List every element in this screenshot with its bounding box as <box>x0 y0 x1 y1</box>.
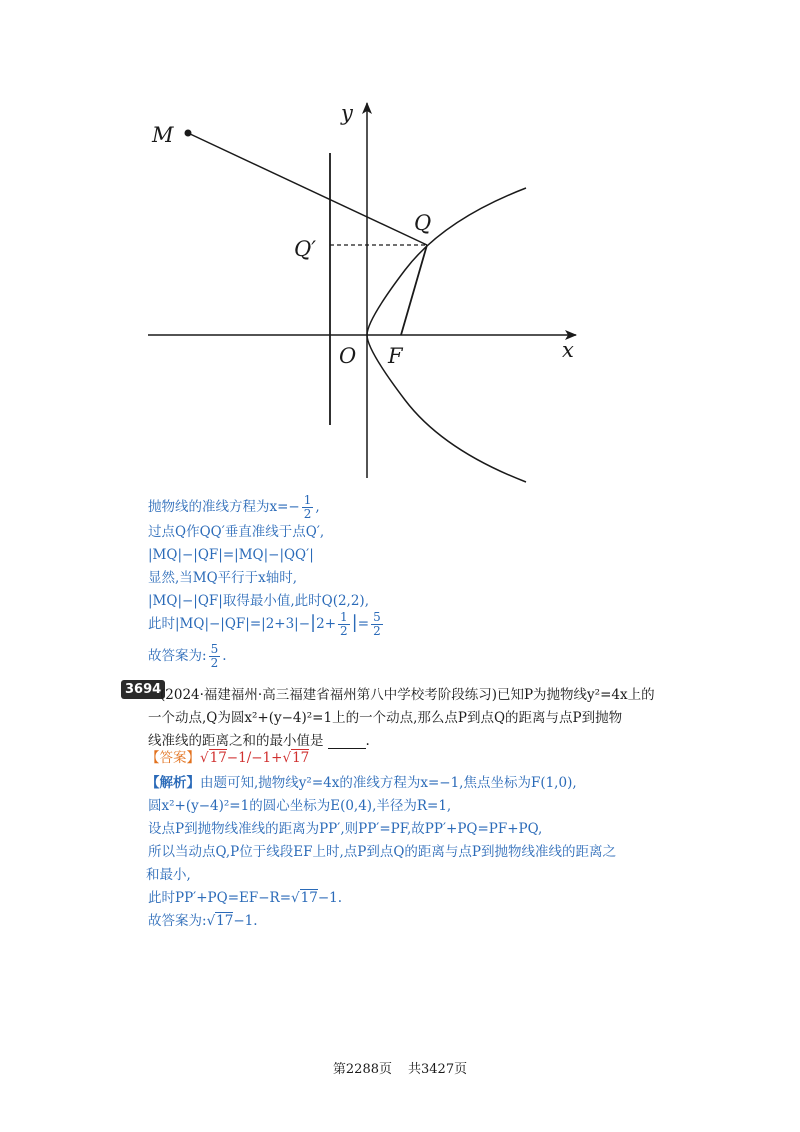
problem-number-badge: 3694 <box>121 680 165 699</box>
total-pages: 共3427页 <box>408 1062 468 1077</box>
solution-text: 故答案为: <box>148 648 207 665</box>
fraction <box>338 611 350 638</box>
solution-text: = <box>357 616 370 633</box>
label-y: y <box>341 101 353 125</box>
analysis-line-4: 所以当动点Q,P位于线段EF上时,点P到点Q的距离与点P到抛物线准线的距离之 <box>148 844 617 860</box>
label-F: F <box>388 344 403 368</box>
analysis-text: −1. <box>233 913 258 929</box>
solution-line-4: 显然,当MQ平行于x轴时, <box>148 570 298 586</box>
analysis-text: −1. <box>317 890 343 906</box>
segment-MQ <box>188 133 427 245</box>
solution-line-6: 此时|MQ|−|QF|=|2+3|−|2+ $\frac{1}{2}$ |= $\frac{5}{2}$ <box>148 610 381 639</box>
fraction-denominator: 2 <box>340 624 348 639</box>
fraction-numerator: 1 <box>340 610 348 624</box>
solution-text: 此时|MQ|−|QF|=|2+3|− <box>148 616 311 633</box>
analysis-text: 此时PP′+PQ=EF−R= <box>148 890 292 906</box>
answer-value: √17−1/−1+√17 <box>200 750 310 766</box>
page-footer <box>0 1058 800 1077</box>
fraction <box>209 643 221 670</box>
label-x: x <box>562 338 574 362</box>
label-Q: Q <box>414 211 432 235</box>
fraction <box>302 494 314 521</box>
point-M <box>185 130 192 137</box>
analysis-line-7: 故答案为:√17−1. <box>148 913 258 929</box>
fraction-denominator: 2 <box>303 507 312 522</box>
fraction-numerator: 5 <box>210 642 219 656</box>
solution-text: 抛物线的准线方程为 <box>148 499 270 516</box>
analysis-text: 故答案为: <box>148 913 207 929</box>
fraction <box>371 611 383 638</box>
solution-text: 2+ <box>316 616 337 633</box>
problem-text: . <box>365 733 370 749</box>
answer-text: −1/−1+ <box>226 750 283 766</box>
sqrt-radicand: 17 <box>300 890 318 906</box>
problem-line-3 <box>148 729 370 749</box>
fraction-numerator: 5 <box>373 610 381 624</box>
label-Q-prime: Q′ <box>294 237 316 261</box>
sqrt-radicand: 17 <box>216 913 234 929</box>
solution-line-5: |MQ|−|QF|取得最小值,此时Q(2,2), <box>148 593 369 609</box>
answer-line <box>146 752 309 766</box>
solution-line-2: 过点Q作QQ′垂直准线于点Q′, <box>148 524 325 540</box>
answer-blank <box>328 748 366 749</box>
analysis-text: 由题可知,抛物线y²=4x的准线方程为x=−1,焦点坐标为F(1,0), <box>200 775 577 791</box>
analysis-line-3: 设点P到抛物线准线的距离为PP′,则PP′=PF,故PP′+PQ=PF+PQ, <box>148 821 543 837</box>
solution-line-3: |MQ|−|QF|=|MQ|−|QQ′| <box>148 547 314 563</box>
analysis-line-1 <box>146 777 577 791</box>
analysis-tag: 【解析】 <box>146 775 200 791</box>
analysis-line-6: 此时PP′+PQ=EF−R=√17−1. <box>148 890 343 906</box>
problem-line-1: (2024·福建福州·高三福建省福州第八中学校考阶段练习)已知P为抛物线y²=4x上的 <box>160 687 655 703</box>
label-O: O <box>339 344 357 368</box>
solution-text: , <box>315 499 320 516</box>
solution-line-7 <box>148 643 227 670</box>
label-M: M <box>152 123 174 147</box>
answer-tag: 【答案】 <box>146 750 200 766</box>
solution-text: x=− <box>269 499 300 516</box>
solution-text: . <box>222 648 227 665</box>
fraction-numerator: 1 <box>303 493 312 507</box>
page-number: 第2288页 <box>332 1062 392 1077</box>
analysis-line-5: 和最小, <box>146 867 191 883</box>
analysis-line-2: 圆x²+(y−4)²=1的圆心坐标为E(0,4),半径为R=1, <box>148 798 452 814</box>
parabola-figure <box>0 0 800 500</box>
problem-line-2: 一个动点,Q为圆x²+(y−4)²=1上的一个动点,那么点P到点Q的距离与点P到抛物 <box>148 710 623 726</box>
problem-text: 线准线的距离之和的最小值是 <box>148 733 324 749</box>
fraction-denominator: 2 <box>373 624 381 639</box>
sqrt-radicand: 17 <box>209 750 227 766</box>
sqrt-radicand: 17 <box>292 750 310 766</box>
solution-line-1 <box>148 494 320 521</box>
fraction-denominator: 2 <box>210 656 219 671</box>
